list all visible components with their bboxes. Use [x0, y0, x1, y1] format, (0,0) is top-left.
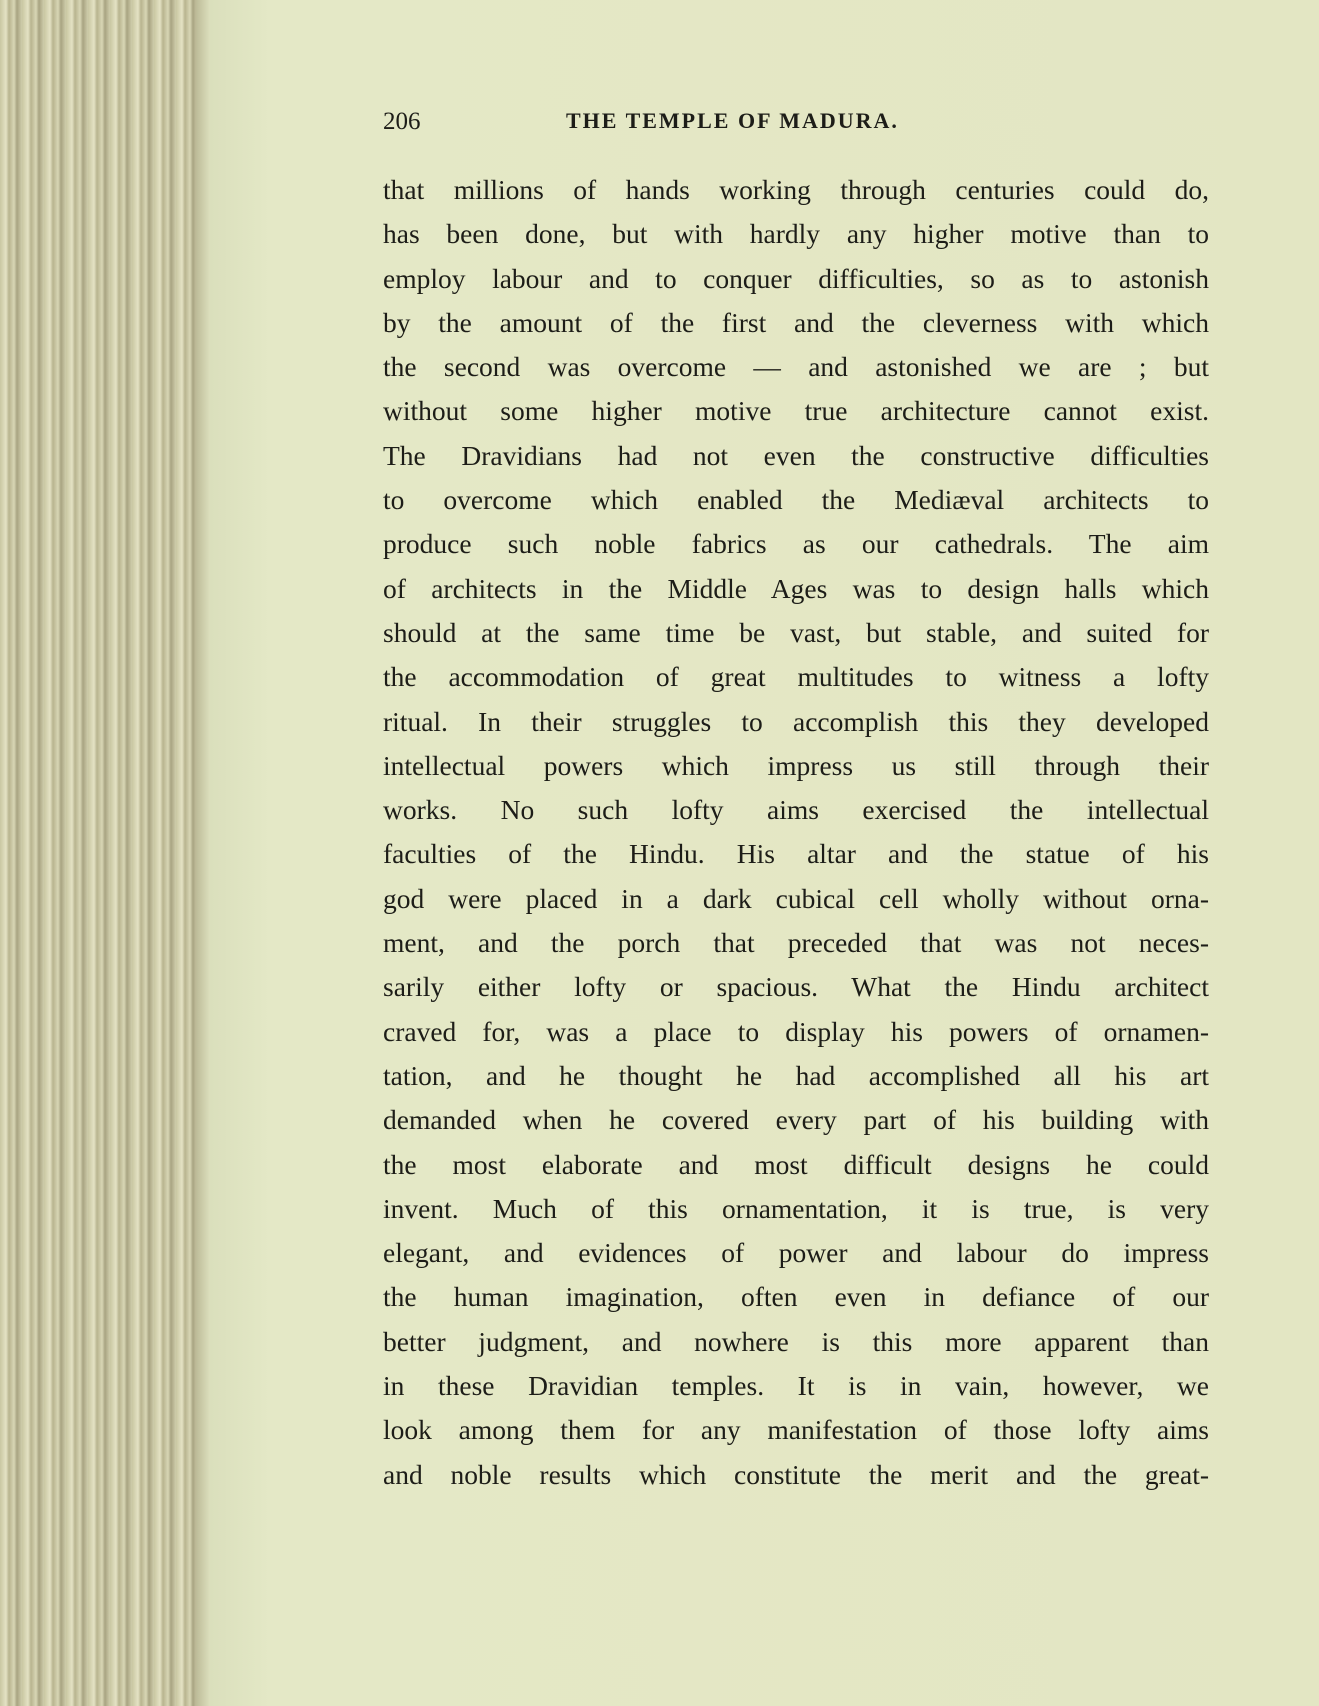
page-number: 206 [383, 108, 421, 135]
text-line: the accommodation of great multitudes to witness a lofty [383, 661, 1209, 693]
text-line: of architects in the Middle Ages was to design halls which [383, 572, 1209, 604]
text-line: better judgment, and nowhere is this more apparent than [383, 1325, 1209, 1357]
text-line: the human imagination, often even in defiance of our [383, 1281, 1209, 1313]
text-line: employ labour and to conquer difficulties, so as to astonish [383, 262, 1209, 294]
text-line: sarily either lofty or spacious. What the Hindu architect [383, 971, 1209, 1003]
running-title: THE TEMPLE OF MADURA. [566, 108, 899, 133]
text-line: faculties of the Hindu. His altar and the statue of his [383, 838, 1209, 870]
text-line: craved for, was a place to display his powers of ornamen- [383, 1015, 1209, 1047]
text-line: ment, and the porch that preceded that was not neces- [383, 927, 1209, 959]
text-line: the second was overcome — and astonished we are ; but [383, 351, 1209, 383]
text-line: The Dravidians had not even the constructive difficulties [383, 439, 1209, 471]
text-line: in these Dravidian temples. It is in vain, however, we [383, 1370, 1209, 1402]
text-line: and noble results which constitute the merit and the great- [383, 1458, 1209, 1490]
text-line: demanded when he covered every part of his building with [383, 1104, 1209, 1136]
text-line: intellectual powers which impress us still through their [383, 749, 1209, 781]
body-text [383, 168, 1209, 1497]
text-line: has been done, but with hardly any higher motive than to [383, 218, 1209, 250]
text-line: ritual. In their struggles to accomplish this they developed [383, 705, 1209, 737]
text-line: without some higher motive true architecture cannot exist. [383, 395, 1209, 427]
text-line: look among them for any manifestation of those lofty aims [383, 1414, 1209, 1446]
text-line: produce such noble fabrics as our cathedrals. The aim [383, 528, 1209, 560]
text-line: tation, and he thought he had accomplished all his art [383, 1059, 1209, 1091]
text-line: that millions of hands working through centuries could do, [383, 174, 1209, 205]
text-line: should at the same time be vast, but stable, and suited for [383, 616, 1209, 648]
text-line: god were placed in a dark cubical cell wholly without orna- [383, 882, 1209, 914]
text-line: the most elaborate and most difficult designs he could [383, 1148, 1209, 1180]
text-line: works. No such lofty aims exercised the intellectual [383, 794, 1209, 826]
text-line: to overcome which enabled the Mediæval architects to [383, 484, 1209, 516]
text-line: elegant, and evidences of power and labour do impress [383, 1237, 1209, 1269]
text-line: invent. Much of this ornamentation, it is true, is very [383, 1192, 1209, 1224]
page-edges [0, 0, 210, 1706]
text-line: by the amount of the first and the cleverness with which [383, 306, 1209, 338]
